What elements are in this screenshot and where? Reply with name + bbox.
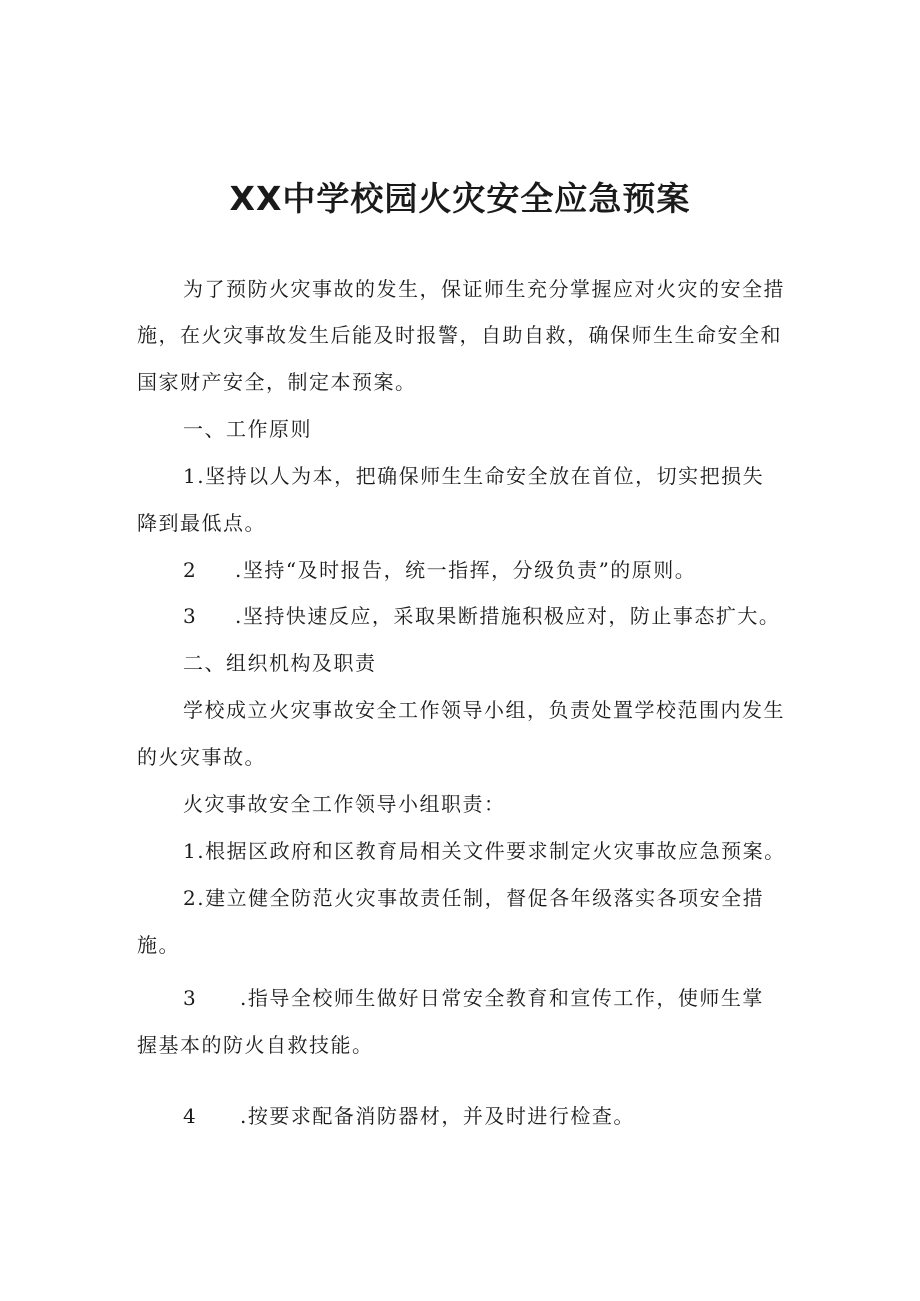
item-text: .坚持以人为本，把确保师生生命安全放在首位，切实把损失 (197, 464, 765, 488)
duty-item-1 (183, 836, 786, 866)
principle-item-2 (183, 555, 696, 585)
principle-item-1-cont: 降到最低点。 (137, 511, 266, 535)
duty-item-2 (183, 883, 764, 913)
item-number: 1 (183, 464, 198, 488)
item-text: .坚持快速反应，采取果断措施积极应对，防止事态扩大。 (235, 604, 781, 628)
org-para-line-2: 的火灾事故。 (137, 745, 266, 769)
item-number: 4 (183, 1104, 198, 1128)
item-text: .指导全校师生做好日常安全教育和宣传工作，使师生掌 (240, 986, 764, 1010)
item-text: .坚持“及时报告，统一指挥，分级负责”的原则。 (235, 558, 697, 582)
principle-item-3 (183, 601, 780, 631)
duty-item-4 (183, 1101, 635, 1131)
item-text: .建立健全防范火灾事故责任制，督促各年级落实各项安全措 (197, 886, 765, 910)
principle-item-1 (183, 461, 764, 491)
document-title: XX中学校园火灾安全应急预案 (229, 179, 691, 218)
intro-line-2: 施，在火灾事故发生后能及时报警，自助自救，确保师生生命安全和 (137, 323, 782, 347)
item-number: 3 (183, 986, 198, 1010)
org-para-line-1: 学校成立火灾事故安全工作领导小组，负责处置学校范围内发生 (183, 698, 785, 722)
item-number: 3 (183, 604, 198, 628)
intro-line-3: 国家财产安全，制定本预案。 (137, 370, 417, 394)
item-number: 1 (183, 839, 198, 863)
duty-item-3 (183, 983, 764, 1013)
section-2-heading: 二、组织机构及职责 (183, 651, 377, 675)
item-text: .根据区政府和区教育局相关文件要求制定火灾事故应急预案。 (197, 839, 786, 863)
section-1-heading: 一、工作原则 (183, 417, 312, 441)
duty-item-2-cont: 施。 (137, 933, 180, 957)
duties-heading: 火灾事故安全工作领导小组职责： (183, 792, 506, 816)
item-text: .按要求配备消防器材，并及时进行检查。 (240, 1104, 635, 1128)
item-number: 2 (183, 558, 198, 582)
item-number: 2 (183, 886, 198, 910)
intro-line-1: 为了预防火灾事故的发生，保证师生充分掌握应对火灾的安全措 (183, 277, 785, 301)
duty-item-3-cont: 握基本的防火自救技能。 (137, 1033, 374, 1057)
